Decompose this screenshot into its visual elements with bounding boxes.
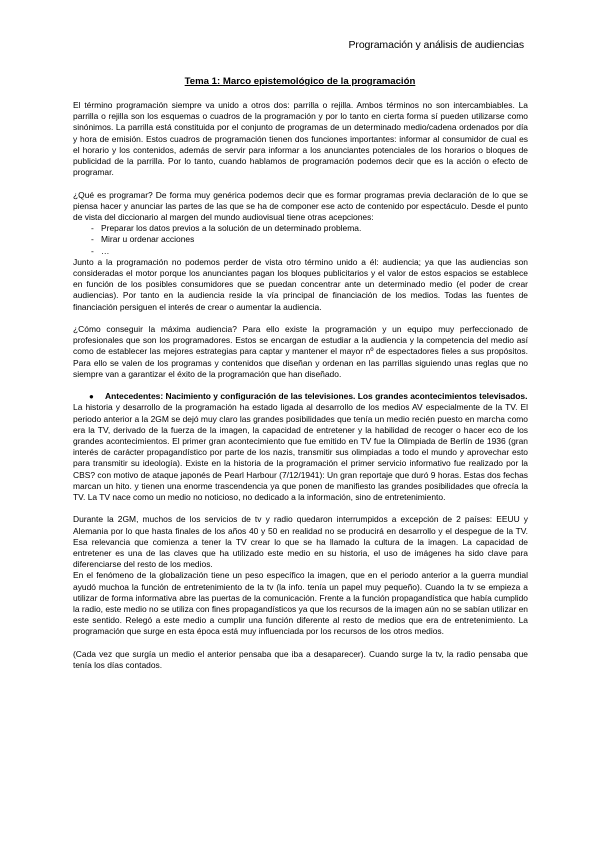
paragraph: ¿Cómo conseguir la máxima audiencia? Para ello existe la programación y un equipo muy perfeccionado de profesionales que son los programadores. Estos se encargan de estudiar a la audiencia y la competencia del medio así como de establecer las mejores estrategias para captar y mantener el mayor nº de espectadores fieles a sus propósitos. Para ello se valen de los programas y contenidos que diseñan y ordenan en las parrillas siguiendo unas reglas que no siempre van a garantizar el éxito de la programación que han diseñado. (73, 324, 528, 379)
paragraph: En el fenómeno de la globalización tiene un peso específico la imagen, que en el periodo anterior a la guerra mundial ayudó muchoa la función de entretenimiento de la tv (la info. tenía un papel muy pequeño). Cuando la tv se empieza a utilizar de forma informativa abre las puertas de la comunicación. Frente a la función propagandística que había cumplido la radio, este medio no se utiliza con fines propagandísticos ya que los recursos de la imagen aún no se sabían utilizar en este sentido. Relegó a este medio a cumplir una función diferente al resto de medios que era de entretenimiento. La programación que surge en esta época está muy influenciada por los recursos de los otros medios. (73, 570, 528, 637)
bullet-heading: Antecedentes: Nacimiento y configuración de las televisiones. Los grandes acontecimientos televisados. (105, 391, 528, 402)
bullet-icon: ● (89, 392, 94, 402)
section-bullet (73, 391, 528, 402)
paragraph: Durante la 2GM, muchos de los servicios de tv y radio quedaron interrumpidos a excepción de 2 países: EEUU y Alemania por lo que hasta finales de los años 40 y 50 en realidad no se producirá en desarrollo y el despegue de la TV. Esa relevancia que comienza a tener la TV crear lo que se ha llamado la cultura de la imagen. La capacidad de entretener es una de las claves que ha utilizado este medio en su historia, el uso de imágenes ha sido clave para diferenciarse del resto de los medios. (73, 514, 528, 570)
running-header: Programación y análisis de audiencias (348, 39, 524, 51)
list-item: - Preparar los datos previos a la solución de un determinado problema. (73, 223, 528, 234)
paragraph: (Cada vez que surgía un medio el anterior pensaba que iba a desaparecer). Cuando surge la tv, la radio pensaba que tenía los días contados. (73, 648, 528, 671)
document-body (73, 100, 528, 671)
section-title: Tema 1: Marco epistemológico de la programación (184, 76, 416, 87)
paragraph: Junto a la programación no podemos perder de vista otro término unido a él: audiencia; ya que las audiencias son consideradas el motor porque los anunciantes pagan los bloques publicitarios y el valor de estos espacios se establece en función de los posibles consumidores que se puedan concentrar ante un determinado medio (el poder de crear audiencias). Por tanto en la audiencia reside la vía principal de financiación de los medios. Todas las fuentes de financiación persiguen el interés de crear o aumentar la audiencia. (73, 256, 528, 312)
paragraph: ¿Qué es programar? De forma muy genérica podemos decir que es formar programas previa declaración de lo que se piensa hacer y anunciar las partes de las que se ha de componer ese acto de contenido por espectáculo. Desde el punto de vista del diccionario al margen del mundo audiovisual tiene otras acepciones: (73, 189, 528, 223)
paragraph: La historia y desarrollo de la programación ha estado ligada al desarrollo de los medios AV especialmente de la TV. El periodo anterior a la 2GM se dejó muy claro las grandes posibilidades que tenía un medio recién puesto en marcha como era la TV, derivado de la fuerza de la imagen, la capacidad de entretener y la habilidad de recoger o hacer eco de los grandes acontecimientos. El primer gran acontecimiento que fue emitido en TV fue la Olimpiada de Berlín de 1936 (gran interés de carácter propagandístico por parte de los nazis, transmitir sus olimpiadas a todo el mundo y aprovechar esto para transmitir su ideología). Existe en la historia de la programación el primer servicio informativo fue realizado por la CBS? con motivo de ataque japonés de Pearl Harbour (7/12/1941): Un gran reportaje que duró 9 horas. Estas dos fechas marcan un hito. y tienen una enorme trascendencia ya que ponen de manifiesto las grandes posibilidades que ofrecía la TV. La TV nace como un medio no noticioso, no dedicado a la información, sino de entretenimiento. (73, 402, 528, 503)
definition-list (73, 223, 528, 257)
list-item: - … (73, 246, 528, 257)
list-item: - Mirar u ordenar acciones (73, 234, 528, 245)
paragraph: El término programación siempre va unido a otros dos: parrilla o rejilla. Ambos términos no son intercambiables. La parrilla o rejilla son los esquemas o cuadros de la programación y por lo tanto en cierta forma sí pueden utilizarse como sinónimos. La parrilla está constituida por el conjunto de programas de un determinado medio/cadena ordenados por día y hora de emisión. Estos cuadros de programación tienen dos funciones importantes: informar al consumidor de cual es el horario y los contenidos, además de servir para informar a los anunciantes potenciales de los horarios o bloques de publicidad de la parrilla. Por lo tanto, cuando hablamos de programación podemos decir que es la acción o efecto de programar. (73, 100, 528, 178)
